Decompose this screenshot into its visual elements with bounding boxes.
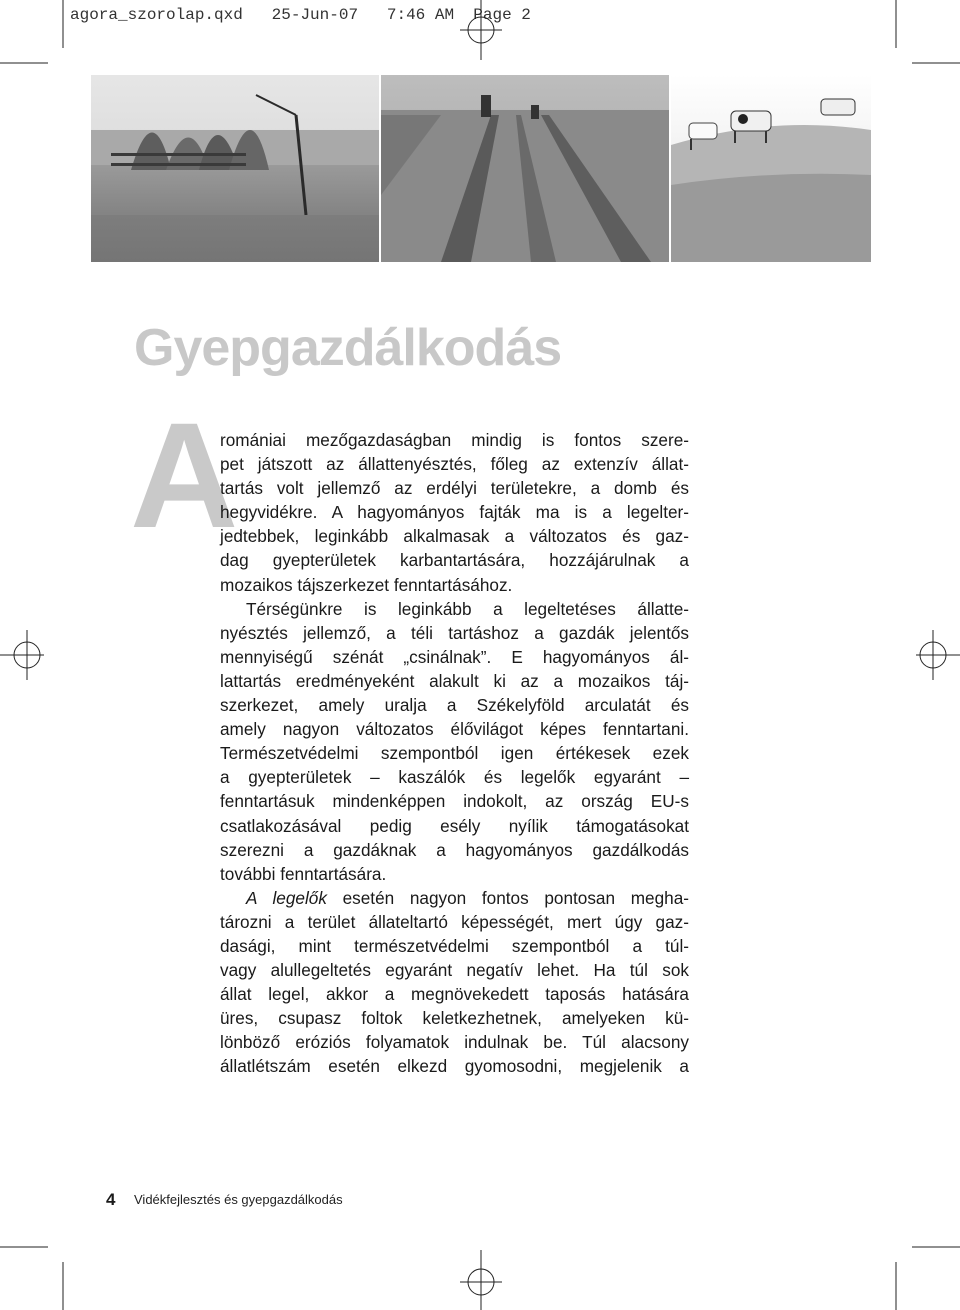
line-text: Természetvédelmi szempontból igen értékesek ezek — [220, 743, 689, 764]
text-line — [220, 1030, 689, 1054]
line-text: mozaikos tájszerkezet fenntartásához. — [220, 574, 513, 595]
text-line — [220, 717, 689, 741]
text-line — [220, 934, 689, 958]
line-text: dasági, mint természetvédelmi szempontból a túl- — [220, 935, 689, 956]
text-line — [220, 910, 689, 934]
text-line — [220, 669, 689, 693]
text-line — [220, 1054, 689, 1078]
line-text: nyésztés jellemző, a téli tartáshoz a gazdák jelentős — [220, 622, 689, 643]
line-text: amely nagyon változatos élővilágot képes fenntartani. — [220, 719, 689, 740]
text-line — [220, 548, 689, 572]
line-text: Térségünkre is leginkább a legeltetéses állatte- — [246, 598, 689, 619]
slug-file: agora_szorolap.qxd — [70, 6, 243, 24]
text-line — [220, 741, 689, 765]
line-text: vagy alullegeltetés egyaránt negatív lehet. Ha túl sok — [220, 960, 689, 981]
slug-date: 25-Jun-07 — [271, 6, 359, 24]
page-number: 4 — [106, 1190, 116, 1209]
italic-term: A legelők — [246, 887, 327, 908]
text-line — [220, 573, 689, 597]
text-line — [220, 765, 689, 789]
text-line — [220, 597, 689, 621]
line-text: üres, csupasz foltok keletkezhetnek, amelyeken kü- — [220, 1008, 689, 1029]
line-text: lattartás eredményeként alakult ki az a mozaikos táj- — [220, 670, 689, 691]
line-text: fenntartásuk mindenképpen indokolt, az ország EU-s — [220, 791, 689, 812]
line-text: esetén nagyon fontos pontosan megha- — [326, 887, 689, 908]
text-line — [220, 982, 689, 1006]
text-line — [220, 500, 689, 524]
text-line — [220, 862, 689, 886]
cows-photo — [671, 75, 871, 262]
line-text: további fenntartására. — [220, 863, 387, 884]
body-text — [220, 428, 689, 1079]
line-text: állat legel, akkor a megnövekedett taposás hatására — [220, 984, 689, 1005]
text-line — [220, 1006, 689, 1030]
line-text: tározni a terület állateltartó képességét, mert úgy gaz- — [220, 911, 689, 932]
text-line — [220, 524, 689, 548]
text-line — [220, 789, 689, 813]
line-text: szerezni a gazdáknak a hagyományos gazdálkodás — [220, 839, 689, 860]
text-line — [220, 886, 689, 910]
text-line — [220, 814, 689, 838]
text-line — [220, 838, 689, 862]
line-text: romániai mezőgazdaságban mindig is fontos szere- — [220, 430, 689, 450]
slug-time: 7:46 AM — [386, 6, 455, 24]
drop-cap: A — [130, 391, 239, 559]
line-text: dag gyepterületek karbantartására, hozzájárulnak a — [220, 550, 689, 571]
text-line — [220, 693, 689, 717]
line-text: szerkezet, amely uralja a Székelyföld arculatát és — [220, 695, 689, 716]
line-text: csatlakozásával pedig esély nyílik támogatásokat — [220, 815, 689, 836]
text-line — [220, 645, 689, 669]
text-line — [220, 958, 689, 982]
page-title: Gyepgazdálkodás — [134, 319, 562, 377]
line-text: lönböző eróziós folyamatok indulnak be. Túl alacsony — [220, 1032, 689, 1053]
text-line — [220, 476, 689, 500]
haystacks-photo — [91, 75, 379, 262]
line-text: a gyepterületek – kaszálók és legelők egyaránt – — [220, 767, 689, 788]
footer-title: Vidékfejlesztés és gyepgazdálkodás — [134, 1192, 343, 1207]
line-text: hegyvidékre. A hagyományos fajták ma is a legelter- — [220, 502, 689, 523]
line-text: állatlétszám esetén elkezd gyomosodni, megjelenik a — [220, 1056, 689, 1077]
file-slug — [70, 6, 531, 24]
hay-rows-photo — [381, 75, 669, 262]
slug-page: Page 2 — [473, 6, 531, 24]
line-text: mennyiségű szénát „csinálnak”. E hagyományos ál- — [220, 646, 689, 667]
text-line — [220, 452, 689, 476]
text-line — [220, 428, 689, 452]
text-line — [220, 621, 689, 645]
line-text: tartás volt jellemző az erdélyi területekre, a domb és — [220, 478, 689, 499]
line-text: pet játszott az állattenyésztés, főleg az extenzív állat- — [220, 454, 689, 475]
line-text: jedtebbek, leginkább alkalmasak a változatos és gaz- — [220, 526, 689, 547]
